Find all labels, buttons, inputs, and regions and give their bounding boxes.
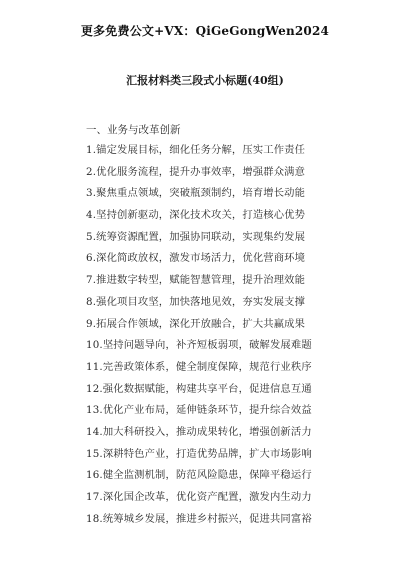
list-item: 12.强化数据赋能，构建共享平台，促进信息互通 <box>86 382 312 395</box>
document-title: 汇报材料类三段式小标题(40组) <box>126 74 284 87</box>
list-item: 11.完善政策体系，健全制度保障，规范行业秩序 <box>86 360 312 373</box>
list-item: 13.优化产业布局，延伸链条环节，提升综合效益 <box>86 404 312 417</box>
list-item: 7.推进数字转型，赋能智慧管理，提升治理效能 <box>86 274 306 287</box>
list-item: 10.坚持问题导向，补齐短板弱项，破解发展难题 <box>86 339 312 352</box>
list-item: 15.深耕特色产业，打造优势品牌，扩大市场影响 <box>86 447 312 460</box>
section-heading: 一、业务与改革创新 <box>86 124 181 136</box>
watermark-header: 更多免费公文+VX：QiGeGongWen2024 <box>80 24 330 38</box>
list-item: 14.加大科研投入，推动成果转化，增强创新活力 <box>86 425 312 438</box>
list-item: 5.统筹资源配置，加强协同联动，实现集约发展 <box>86 230 306 243</box>
list-item: 8.强化项目攻坚，加快落地见效，夯实发展支撑 <box>86 295 306 308</box>
list-item: 6.深化简政放权，激发市场活力，优化营商环境 <box>86 252 306 265</box>
list-item: 9.拓展合作领域，深化开放融合，扩大共赢成果 <box>86 317 306 330</box>
list-item: 2.优化服务流程，提升办事效率，增强群众满意 <box>86 165 306 178</box>
list-item: 3.聚焦重点领域，突破瓶颈制约，培育增长动能 <box>86 187 306 200</box>
list-item: 4.坚持创新驱动，深化技术攻关，打造核心优势 <box>86 209 306 222</box>
list-item: 18.统筹城乡发展，推进乡村振兴，促进共同富裕 <box>86 512 312 525</box>
list-item: 16.健全监测机制，防范风险隐患，保障平稳运行 <box>86 469 312 482</box>
list-item: 1.锚定发展目标，细化任务分解，压实工作责任 <box>86 144 306 156</box>
heading-list <box>86 140 356 530</box>
list-item: 17.深化国企改革，优化资产配置，激发内生动力 <box>86 491 312 503</box>
